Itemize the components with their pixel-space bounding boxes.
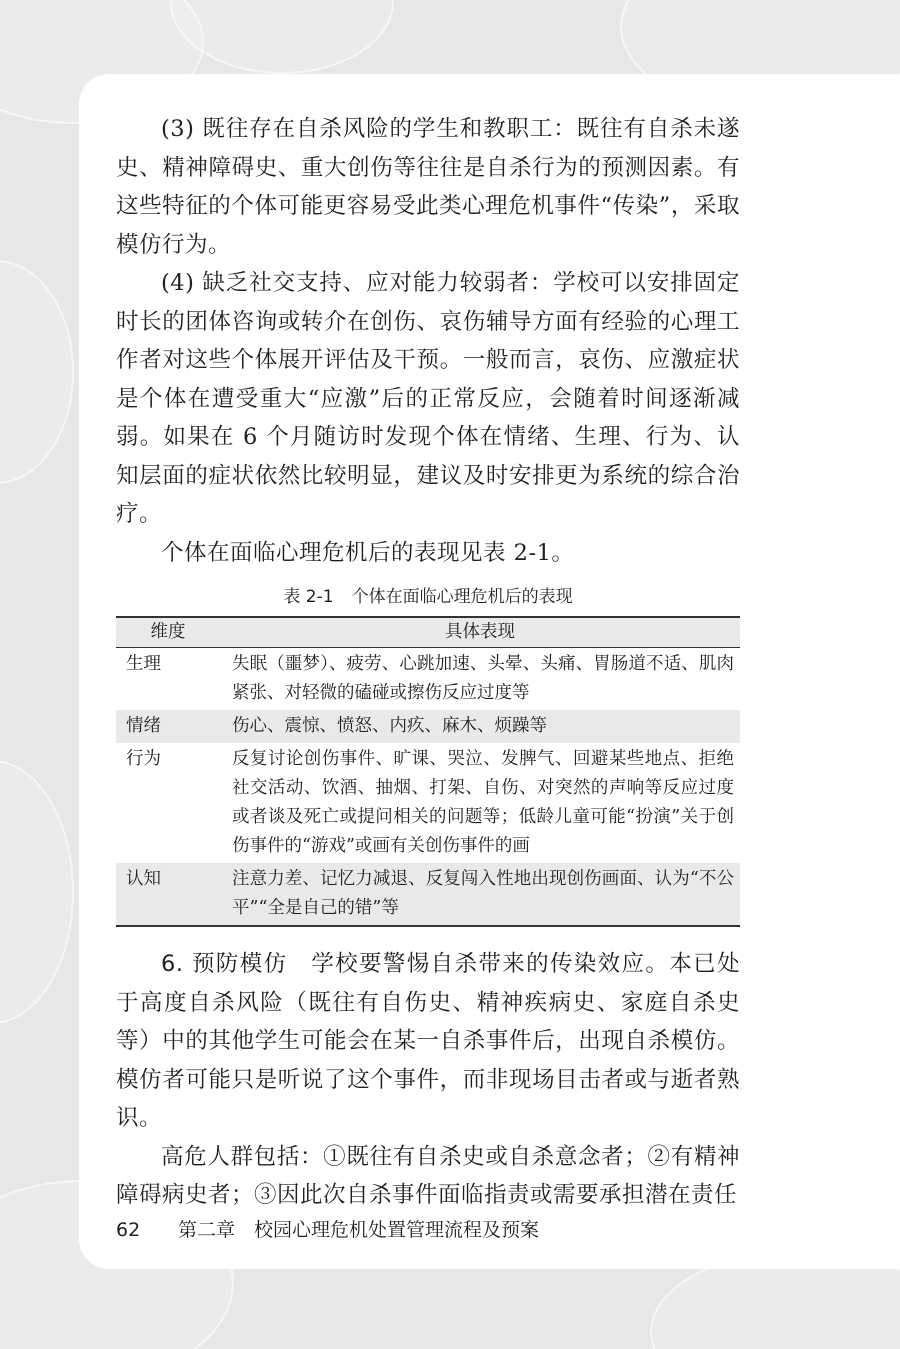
section-heading: 6. 预防模仿 [161, 951, 288, 977]
table-cell-manifestation: 失眠（噩梦）、疲劳、心跳加速、头晕、头痛、胃肠道不适、肌肉紧张、对轻微的磕碰或擦伤反应过度等 [232, 654, 734, 703]
page-content [116, 110, 740, 1215]
table-cell-manifestation: 反复讨论创伤事件、旷课、哭泣、发脾气、回避某些地点、拒绝社交活动、饮酒、抽烟、打架、自伤、对突然的声响等反应过度或者谈及死亡或提问相关的问题等；低龄儿童可能“扮演”关于创伤事件的“游戏”或画有关创伤事件的画 [232, 749, 734, 856]
table-row [116, 743, 740, 863]
table-caption-number: 表 2-1 [283, 587, 334, 607]
table-cell-manifestation: 注意力差、记忆力减退、反复闯入性地出现创伤画面、认为“不公平”“全是自己的错”等 [220, 863, 740, 926]
crisis-reaction-table [116, 616, 740, 927]
section-body-text: 学校要警惕自杀带来的传染效应。本已处于高度自杀风险（既往有自伤史、精神疾病史、家庭自杀史等）中的其他学生可能会在某一自杀事件后，出现自杀模仿。模仿者可能只是听说了这个事件，而非现场目击者或与逝者熟识。 [116, 951, 740, 1131]
table-cell-dimension: 行为 [126, 749, 161, 769]
table-cell-dimension: 生理 [126, 654, 161, 674]
paragraph-high-risk-history: (3) 既往存在自杀风险的学生和教职工：既往有自杀未遂史、精神障碍史、重大创伤等往往是自杀行为的预测因素。有这些特征的个体可能更容易受此类心理危机事件“传染”，采取模仿行为。 [116, 116, 740, 258]
table-cell-manifestation: 伤心、震惊、愤怒、内疚、麻木、烦躁等 [220, 710, 740, 743]
book-page [79, 74, 900, 1269]
page-number: 62 [116, 1219, 141, 1241]
paragraph-lack-of-support: (4) 缺乏社交支持、应对能力较弱者：学校可以安排固定时长的团体咨询或转介在创伤、哀伤辅导方面有经验的心理工作者对这些个体展开评估及干预。一般而言，哀伤、应激症状是个体在遭受重大“应激”后的正常反应，会随着时间逐渐减弱。如果在 6 个月随访时发现个体在情绪、生理、行为、认知层面的症状依然比较明显，建议及时安排更为系统的综合治疗。 [116, 270, 740, 527]
chapter-title: 第二章 校园心理危机处置管理流程及预案 [178, 1219, 540, 1241]
paragraph-table-reference: 个体在面临心理危机后的表现见表 2-1。 [161, 539, 575, 566]
table-caption-title: 个体在面临心理危机后的表现 [351, 587, 573, 607]
table-cell-dimension: 认知 [116, 863, 220, 926]
table-row [116, 710, 740, 743]
table-header-manifestation: 具体表现 [220, 617, 740, 648]
table-cell-dimension: 情绪 [116, 710, 220, 743]
table-header-row [116, 617, 740, 648]
paragraph-high-risk-groups: 高危人群包括：①既往有自杀史或自杀意念者；②有精神障碍病史者；③因此次自杀事件面临指责或需要承担潜在责任 [116, 1143, 740, 1208]
table-header-dimension: 维度 [116, 617, 220, 648]
page-footer [116, 1217, 539, 1243]
table-row [116, 648, 740, 711]
table-row [116, 863, 740, 926]
paragraph-prevent-imitation [116, 945, 740, 1138]
table-caption [116, 586, 740, 608]
